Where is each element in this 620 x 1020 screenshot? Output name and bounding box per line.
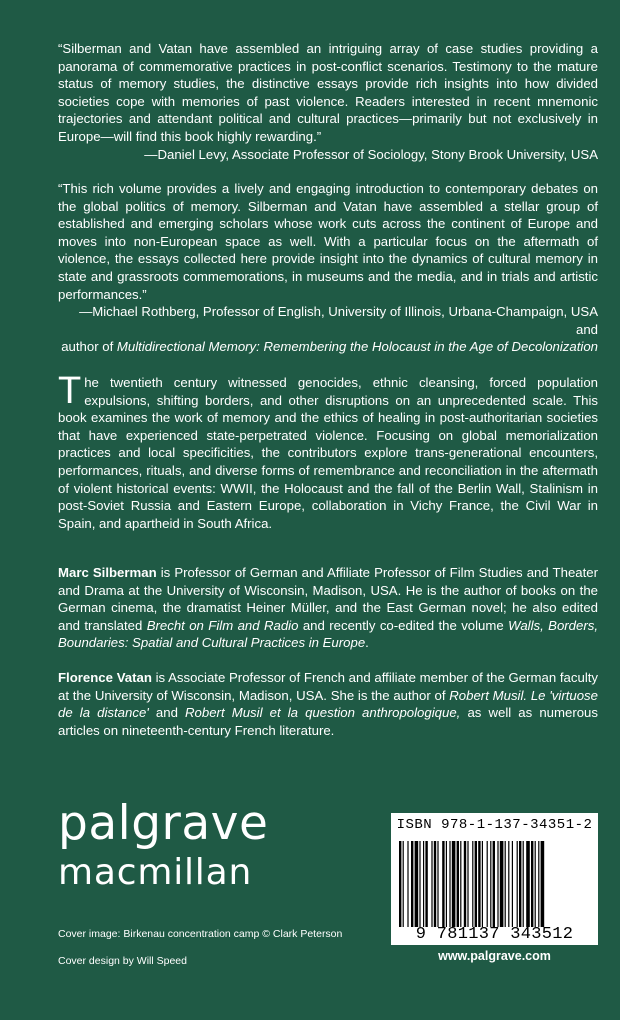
author-bio-vatan (58, 669, 598, 739)
attribution-line-2 (58, 338, 598, 356)
cover-design-credit: Cover design by Will Speed (58, 955, 187, 967)
author-name: Marc Silberman (58, 565, 157, 580)
book-title: Brecht on Film and Radio (146, 617, 299, 633)
endorsement-quote-1 (58, 40, 598, 163)
bio-text: and recently co-edited the volume (298, 617, 509, 633)
barcode-digits: 9 781137 343512 (415, 925, 574, 944)
book-description (58, 370, 598, 532)
publisher-logo-line1: palgrave (58, 796, 269, 851)
endorsement-quote-2 (58, 180, 598, 356)
quote-attribution (58, 303, 598, 356)
drop-cap: T (58, 370, 82, 412)
quote-text: “Silberman and Vatan have assembled an intriguing array of case studies providing a panorama of commemorative practices in post-conflict scenarios. Testimony to the mature status of memory studies, the distinctive essays provide rich insights into how divided societies cope with memories of past violence. Readers interested in recent mnemonic trajectories and attendant political and cultural practices—primarily but not exclusively in Europe—will find this book highly rewarding.” (58, 41, 598, 144)
bio-text: . (365, 635, 369, 651)
quote-text: “This rich volume provides a lively and engaging introduction to contemporary debates on the global politics of memory. Silberman and Vatan have assembled a stellar group of established and emerging scholars whose work cuts across the continent of Europe and moves into non-European space as well. With a particular focus on the aftermath of violence, the essays collected here provide insight into the dynamics of cultural memory in state and grassroots commemorations, in museums and the media, and in trials and artistic performances.” (58, 181, 598, 302)
quote-attribution: —Daniel Levy, Associate Professor of Sociology, Stony Brook University, USA (144, 146, 598, 162)
attribution-prefix: author of (61, 339, 117, 355)
author-name: Florence Vatan (58, 670, 152, 685)
book-title: Robert Musil. Le 'virtuose de la distance' (58, 687, 598, 721)
barcode-bars (399, 841, 590, 927)
isbn-label: ISBN 978-1-137-34351-2 (396, 817, 593, 833)
book-title: Robert Musil et la question anthropologique, (185, 705, 461, 721)
publisher-logo (58, 796, 269, 893)
cover-image-credit: Cover image: Birkenau concentration camp © Clark Peterson (58, 928, 343, 940)
book-title: Multidirectional Memory: Remembering the Holocaust in the Age of Decolonization (116, 339, 598, 355)
attribution-line-1: —Michael Rothberg, Professor of English, University of Illinois, Urbana-Champaign, USA and (79, 304, 598, 337)
book-title: Walls, Borders, Boundaries: Spatial and Cultural Practices in Europe (58, 617, 599, 651)
description-text: he twentieth century witnessed genocides, ethnic cleansing, forced population expulsions, shifting borders, and other disruptions on an unprecedented scale. This book examines the work of memory and the ethics of healing in post-authoritarian societies that have experienced state-perpetrated violence. Focusing on global memorialization practices and local specificities, the contributors explore trans-generational encounters, performances, rituals, and diverse forms of remembrance and reconciliation in the aftermath of violent historical events: WWII, the Holocaust and the fall of the Berlin Wall, Stalinism in post-Soviet Russia and Eastern Europe, collaboration in Vichy France, the Civil War in Spain, and apartheid in South Africa. (58, 375, 598, 531)
publisher-url: www.palgrave.com (391, 945, 598, 967)
bio-text: is Professor of German and Affiliate Professor of Film Studies and Theater and Drama at the University of Wisconsin, Madison, USA. He is the author of books on the German cinema, the dramatist Heiner Müller, and the East German novel; he also edited and translated (58, 565, 599, 633)
isbn-barcode (391, 813, 598, 967)
publisher-logo-line2: macmillan (58, 852, 253, 893)
bio-text: is Associate Professor of French and affiliate member of the German faculty at the University of Wisconsin, Madison, USA. She is the author of (58, 670, 599, 703)
bio-text: and (148, 705, 186, 721)
bio-text: as well as numerous articles on nineteenth-century French literature. (58, 705, 598, 738)
author-bio-silberman (58, 564, 598, 652)
